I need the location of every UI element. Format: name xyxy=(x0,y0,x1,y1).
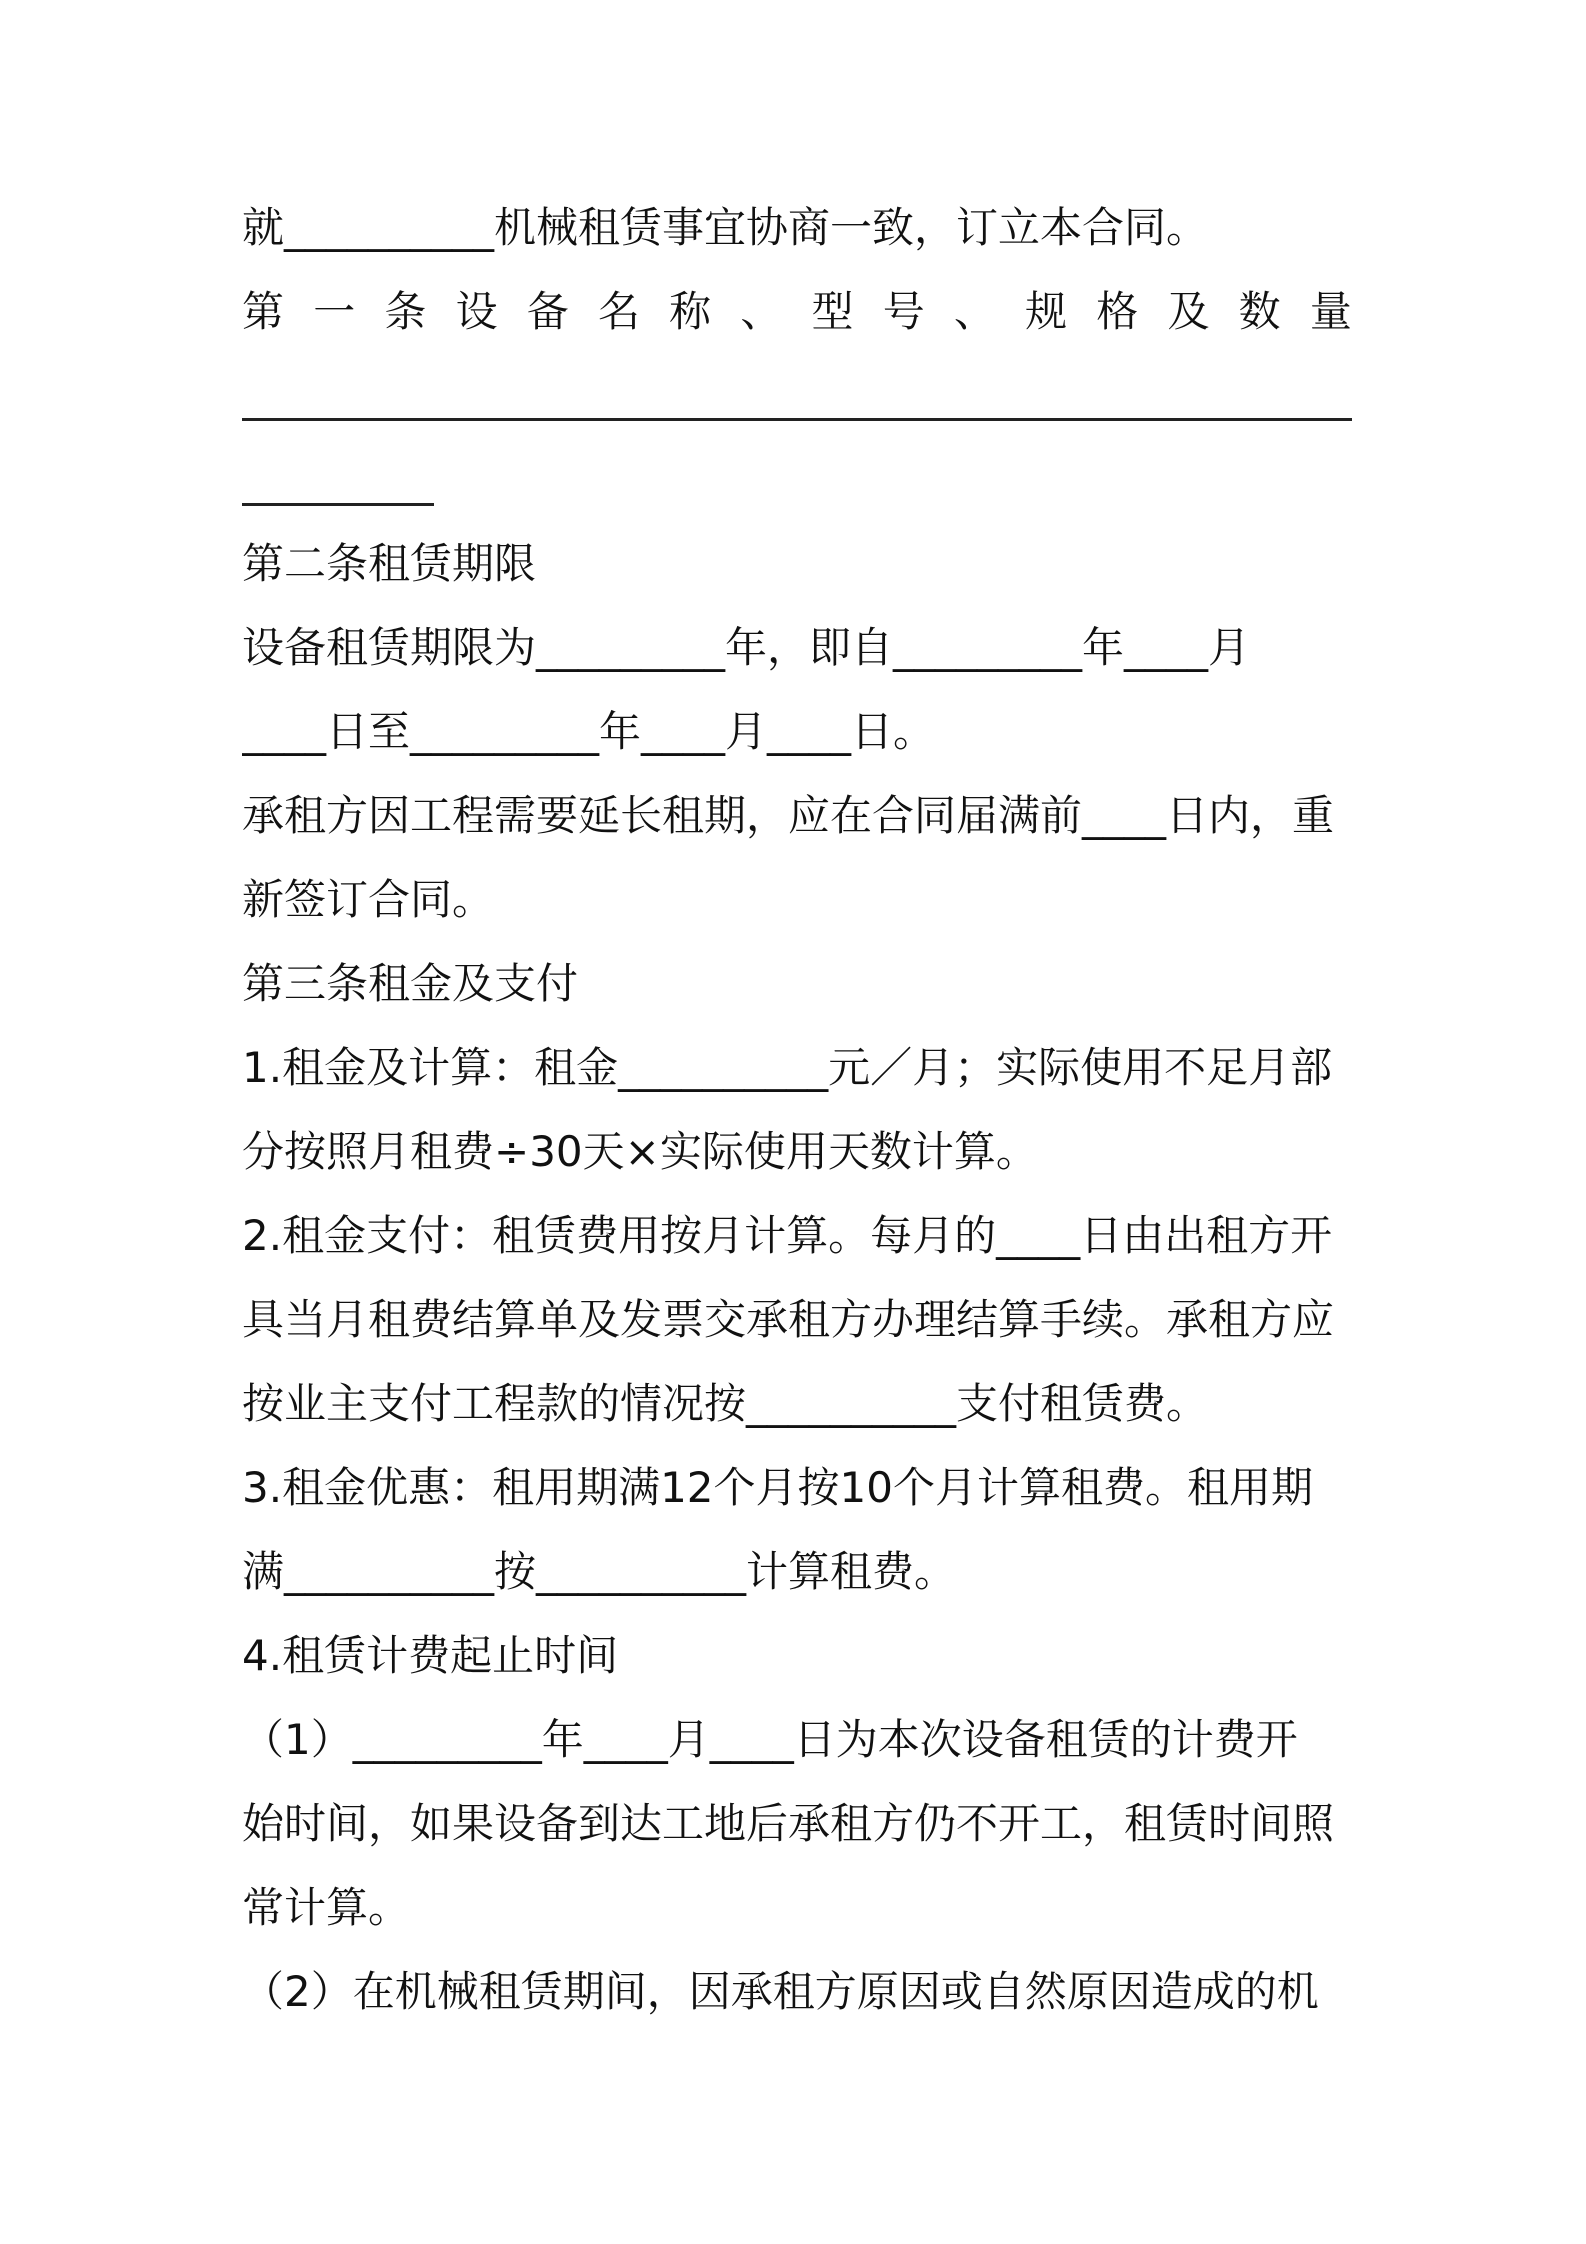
text-line-18: 4.租赁计费起止时间 xyxy=(242,1631,619,1680)
heading-char: 一 xyxy=(313,287,356,336)
heading-char: 型 xyxy=(811,287,854,336)
heading-char: 及 xyxy=(1167,287,1210,336)
text-line-9: 新签订合同。 xyxy=(242,875,495,924)
heading-char: 、 xyxy=(953,287,996,336)
heading-char: 格 xyxy=(1096,287,1139,336)
text-line-8: 承租方因工程需要延长租期，应在合同届满前____日内，重 xyxy=(242,791,1335,840)
heading-char: 号 xyxy=(882,287,925,336)
blank-fill-line xyxy=(242,418,1352,421)
article-3-heading: 第三条租金及支付 xyxy=(242,959,579,1008)
text-line-11: 1.租金及计算：租金__________元／月；实际使用不足月部 xyxy=(242,1043,1333,1092)
article-2-heading: 第二条租赁期限 xyxy=(242,539,537,588)
heading-char: 规 xyxy=(1025,287,1068,336)
text-line-21: 常计算。 xyxy=(242,1883,411,1932)
heading-char: 名 xyxy=(597,287,640,336)
text-line-14: 具当月租费结算单及发票交承租方办理结算手续。承租方应 xyxy=(242,1295,1335,1344)
text-line-7: ____日至_________年____月____日。 xyxy=(242,707,936,756)
text-line-13: 2.租金支付：租赁费用按月计算。每月的____日由出租方开 xyxy=(242,1211,1333,1260)
heading-char: 量 xyxy=(1309,287,1352,336)
heading-char: 称 xyxy=(669,287,712,336)
text-line-6: 设备租赁期限为_________年，即自_________年____月 xyxy=(242,623,1251,672)
text-line-12: 分按照月租费÷30天×实际使用天数计算。 xyxy=(242,1127,1038,1176)
text-line-19: （1）_________年____月____日为本次设备租赁的计费开 xyxy=(242,1715,1298,1764)
article-1-heading xyxy=(242,280,1352,344)
text-line-17: 满__________按__________计算租费。 xyxy=(242,1547,957,1596)
blank-fill-line xyxy=(242,503,434,506)
heading-char: 数 xyxy=(1238,287,1281,336)
heading-char: 、 xyxy=(740,287,783,336)
text-line-16: 3.租金优惠：租用期满12个月按10个月计算租费。租用期 xyxy=(242,1463,1313,1512)
text-line-1: 就__________机械租赁事宜协商一致，订立本合同。 xyxy=(242,203,1209,252)
text-line-22: （2）在机械租赁期间，因承租方原因或自然原因造成的机 xyxy=(242,1967,1319,2016)
text-line-15: 按业主支付工程款的情况按__________支付租赁费。 xyxy=(242,1379,1209,1428)
heading-char: 条 xyxy=(384,287,427,336)
heading-char: 备 xyxy=(526,287,569,336)
heading-char: 第 xyxy=(242,287,285,336)
text-line-20: 始时间，如果设备到达工地后承租方仍不开工，租赁时间照 xyxy=(242,1799,1335,1848)
heading-char: 设 xyxy=(455,287,498,336)
